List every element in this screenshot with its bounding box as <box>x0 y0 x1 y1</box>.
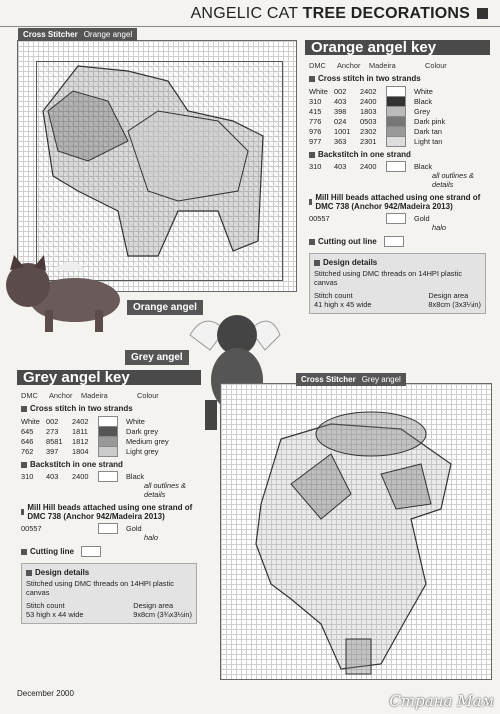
orange-beads-heading: Mill Hill beads attached using one strand of DMC 738 (Anchor 942/Madeira 2013) <box>309 193 486 211</box>
bead-row: 00557 Gold <box>309 213 430 223</box>
thread-row: 645 273 1811 Dark grey <box>21 426 159 436</box>
bead-note: halo <box>144 533 158 542</box>
col-colour: Colour <box>425 61 447 70</box>
stitch-count-label: Stitch count <box>26 601 65 610</box>
design-area-label: Design area <box>133 601 174 610</box>
backstitch-row: 310 403 2400 Black <box>309 161 433 171</box>
orange-chart-label-sub: Orange angel <box>83 30 133 39</box>
header-main-title: TREE DECORATIONS <box>302 5 470 22</box>
grey-chart-label <box>296 373 406 386</box>
orange-key-columns <box>309 61 486 70</box>
orange-key-panel <box>305 40 490 318</box>
bead-row: 00557 Gold <box>21 523 142 533</box>
backstitch-row: 310 403 2400 Black <box>21 471 145 481</box>
col-madeira: Madeira <box>369 61 396 70</box>
orange-key-title: Orange angel key <box>305 40 490 55</box>
orange-angel-tag: Orange angel <box>127 300 203 315</box>
backstitch-note: all outlines & details <box>432 171 474 189</box>
grey-angel-tag: Grey angel <box>125 350 189 365</box>
orange-chart-label-title: Cross Stitcher <box>23 30 78 39</box>
watermark-text: Страна Мам <box>389 692 494 710</box>
grey-cutting-heading: Cutting line <box>21 546 197 557</box>
design-text: Stitched using DMC threads on 14HPI plastic canvas <box>26 579 174 597</box>
orange-backstitch-heading: Backstitch in one strand <box>309 150 486 159</box>
design-area-value: 8x8cm (3x3¼in) <box>428 300 481 309</box>
grey-angel-chart <box>220 375 492 680</box>
orange-cat-photo <box>0 255 135 335</box>
col-dmc: DMC <box>21 391 38 400</box>
orange-chart-label <box>18 28 137 41</box>
col-madeira: Madeira <box>81 391 108 400</box>
orange-thread-rows <box>309 86 486 146</box>
orange-cutting-heading: Cutting out line <box>309 236 486 247</box>
stitch-count-value: 53 high x 44 wide <box>26 610 84 619</box>
col-anchor: Anchor <box>49 391 73 400</box>
thread-row: 646 8581 1812 Medium grey <box>21 436 169 446</box>
grey-key-panel <box>17 370 201 628</box>
stitch-count-label: Stitch count <box>314 291 353 300</box>
thread-row: 976 1001 2302 Dark tan <box>309 126 442 136</box>
orange-cross-stitch-heading: Cross stitch in two strands <box>309 74 486 83</box>
col-dmc: DMC <box>309 61 326 70</box>
header-square-icon <box>477 8 488 19</box>
grey-key-title: Grey angel key <box>17 370 201 385</box>
grey-chart-label-title: Cross Stitcher <box>301 375 356 384</box>
grey-thread-rows <box>21 416 197 456</box>
thread-row: 776 024 0503 Dark pink <box>309 116 446 126</box>
col-anchor: Anchor <box>337 61 361 70</box>
orange-design-details: Design details Stitched using DMC threads on 14HPI plastic canvas Stitch count 41 high x 45 wide Design area 8x8cm (3x3¼in) <box>309 253 486 314</box>
thread-row: 415 398 1803 Grey <box>309 106 431 116</box>
backstitch-note: all outlines & details <box>144 481 186 499</box>
grey-angel-pattern <box>221 384 491 679</box>
thread-row: 310 403 2400 Black <box>309 96 433 106</box>
thread-row: 977 363 2301 Light tan <box>309 136 443 146</box>
design-area-label: Design area <box>428 291 469 300</box>
header-prefix: ANGELIC CAT <box>190 5 298 22</box>
grey-beads-heading: Mill Hill beads attached using one strand of DMC 738 (Anchor 942/Madeira 2013) <box>21 503 197 521</box>
grey-design-details: Design details Stitched using DMC threads on 14HPI plastic canvas Stitch count 53 high x 44 wide Design area 9x8cm (3¾x3½in) <box>21 563 197 624</box>
page-header <box>0 0 500 27</box>
grey-key-columns <box>21 391 197 400</box>
thread-row: White 002 2402 White <box>309 86 433 96</box>
design-area-value: 9x8cm (3¾x3½in) <box>133 610 192 619</box>
orange-angel-pattern <box>18 41 296 291</box>
header-title <box>191 5 470 23</box>
thread-row: 762 397 1804 Light grey <box>21 446 159 456</box>
orange-cat-image <box>0 255 135 335</box>
design-text: Stitched using DMC threads on 14HPI plastic canvas <box>314 269 462 287</box>
stitch-count-value: 41 high x 45 wide <box>314 300 372 309</box>
grey-chart-label-sub: Grey angel <box>361 375 401 384</box>
footer-date: December 2000 <box>17 689 74 698</box>
thread-row: White 002 2402 White <box>21 416 145 426</box>
grey-cross-stitch-heading: Cross stitch in two strands <box>21 404 197 413</box>
bead-note: halo <box>432 223 446 232</box>
col-colour: Colour <box>137 391 159 400</box>
grey-backstitch-heading: Backstitch in one strand <box>21 460 197 469</box>
